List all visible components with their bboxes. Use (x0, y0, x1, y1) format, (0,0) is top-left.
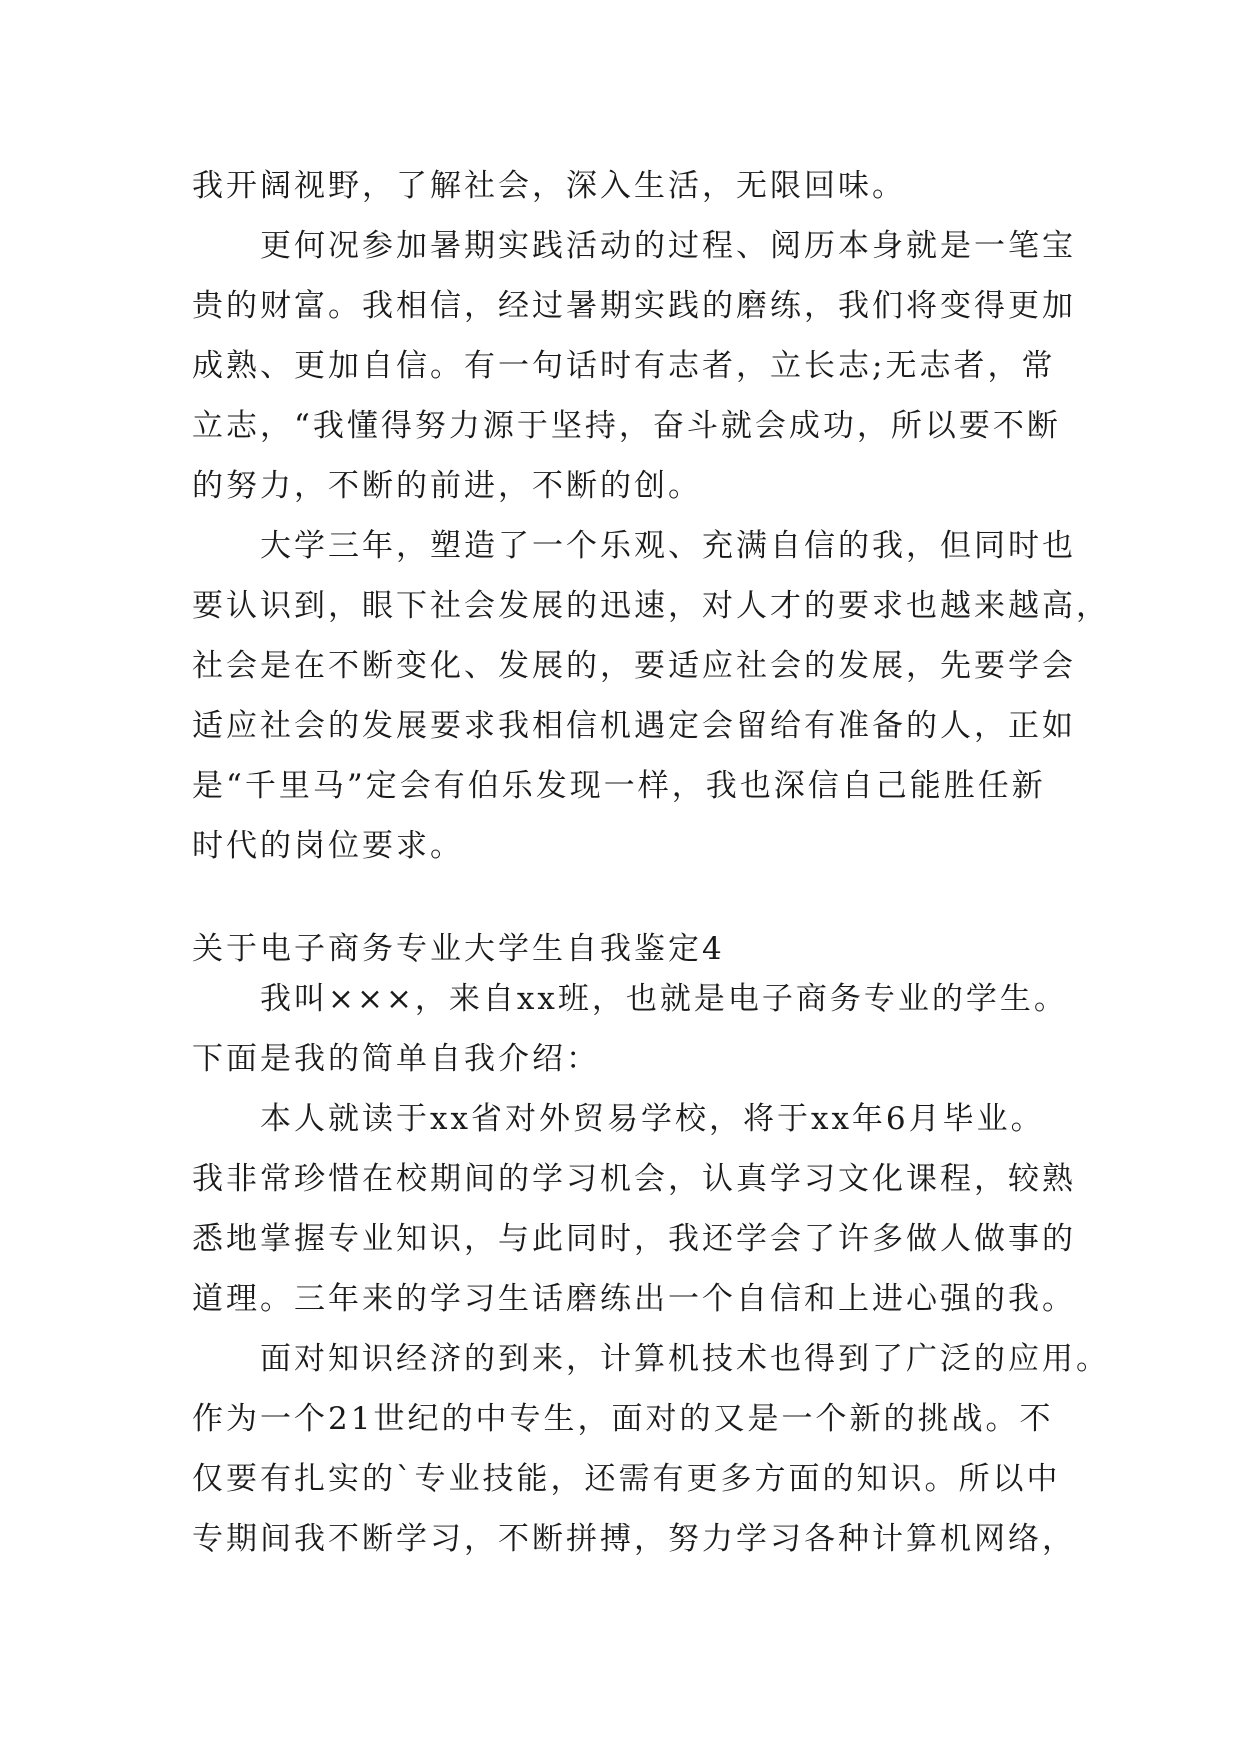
section-title: 关于电子商务专业大学生自我鉴定4 (192, 931, 725, 967)
text-line: 更何况参加暑期实践活动的过程、阅历本身就是一笔宝 (192, 228, 1076, 264)
text-line: 社会是在不断变化、发展的，要适应社会的发展，先要学会 (192, 648, 1076, 684)
text-line: 我开阔视野，了解社会，深入生活，无限回味。 (192, 168, 906, 204)
text-line: 我叫×××，来自xx班，也就是电子商务专业的学生。 (192, 981, 1068, 1017)
text-line: 面对知识经济的到来，计算机技术也得到了广泛的应用。 (192, 1341, 1110, 1377)
text-line: 本人就读于xx省对外贸易学校，将于xx年6月毕业。 (192, 1101, 1045, 1137)
text-line: 贵的财富。我相信，经过暑期实践的磨练，我们将变得更加 (192, 288, 1076, 324)
text-line: 作为一个21世纪的中专生，面对的又是一个新的挑战。不 (192, 1401, 1054, 1437)
text-line: 大学三年，塑造了一个乐观、充满自信的我，但同时也 (192, 528, 1076, 564)
text-line: 专期间我不断学习，不断拼搏，努力学习各种计算机网络， (192, 1521, 1076, 1557)
text-line: 仅要有扎实的`专业技能，还需有更多方面的知识。所以中 (192, 1461, 1061, 1497)
text-line: 立志，“我懂得努力源于坚持，奋斗就会成功，所以要不断 (192, 408, 1061, 444)
text-line: 成熟、更加自信。有一句话时有志者，立长志;无志者，常 (192, 348, 1056, 384)
text-line: 要认识到，眼下社会发展的迅速，对人才的要求也越来越高， (192, 588, 1110, 624)
text-line: 下面是我的简单自我介绍： (192, 1041, 600, 1077)
text-line: 我非常珍惜在校期间的学习机会，认真学习文化课程，较熟 (192, 1161, 1076, 1197)
text-line: 适应社会的发展要求我相信机遇定会留给有准备的人，正如 (192, 708, 1076, 744)
text-line: 是“千里马”定会有伯乐发现一样，我也深信自己能胜任新 (192, 768, 1046, 804)
text-line: 悉地掌握专业知识，与此同时，我还学会了许多做人做事的 (192, 1221, 1076, 1257)
text-line: 时代的岗位要求。 (192, 828, 464, 864)
text-line: 的努力，不断的前进，不断的创。 (192, 468, 702, 504)
text-line: 道理。三年来的学习生话磨练出一个自信和上进心强的我。 (192, 1281, 1076, 1317)
